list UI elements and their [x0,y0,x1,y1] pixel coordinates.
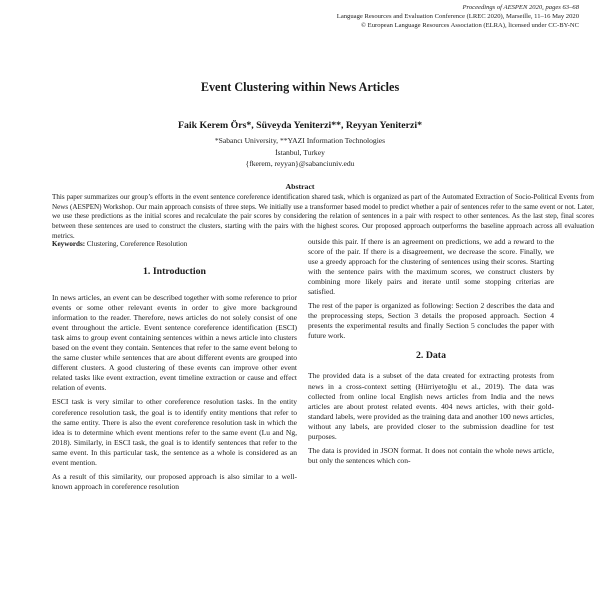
affiliation-block [0,135,600,170]
right-column [308,237,554,470]
intro-paragraph-5: The rest of the paper is organized as following: Section 2 describes the data and the preprocessing steps, Section 3 details the proposed approach. Section 4 presents the experimental results and finally Section 5 concludes the paper with future work. [308,301,554,341]
section-heading-data: 2. Data [416,350,446,362]
section-heading-introduction: 1. Introduction [143,266,206,277]
author-list: Faik Kerem Örs*, Süveyda Yeniterzi**, Reyyan Yeniterzi* [178,120,422,131]
conference-line: Language Resources and Evaluation Conference (LREC 2020), Marseille, 11–16 May 2020 [336,13,579,20]
data-paragraph-2: The data is provided in JSON format. It does not contain the whole news article, but only the sentences which con- [308,445,554,465]
intro-paragraph-4: outside this pair. If there is an agreement on predictions, we add a reward to the score of the pair. If there is a disagreement, we decrease the score. Finally, we use a greedy approach for the clustering of sentences using their scores. Starting with the sentence pairs with the maximum scores, we construct clusters by combining more likely pairs and iterate until some stopping criterias are satisfied. [308,237,554,297]
proceedings-line: Proceedings of AESPEN 2020, pages 63–68 [462,4,579,11]
proceedings-header [337,3,579,30]
affiliation-institutions: *Sabancı University, **YAZI Information Technologies [214,136,386,145]
intro-paragraph-1: In news articles, an event can be described together with some reference to prior events or some other relevant events in order to give more background information to the reader. Therefore, news articles do not solely consist of one event throughout the article. Event sentence coreference identification (ESCI) task aims to group event containing sentences within a news article into clusters based on the event they contain. Sentences that refer to the same event belong to the same cluster while sentences that are about different events are grouped into different clusters. A good clustering of these events can improve other event related tasks like event extraction, event timeline extraction or cause and effect relation of events. [52,293,297,393]
keywords-value: Clustering, Coreference Resolution [86,240,188,248]
affiliation-location: İstanbul, Turkey [275,147,325,157]
paper-title: Event Clustering within News Articles [200,80,400,94]
abstract-text: This paper summarizes our group’s efforts in the event sentence coreference identification shared task, which is organized as part of the Automated Extraction of Socio-Political Events from News (AESPEN) Workshop. Our main approach consists of three steps. We initially use a transformer based model to predict whether a pair of sentences refer to the same event or not. Later, we use these predictions as the initial scores and recalculate the pair scores by considering the relation of sentences in a pair with respect to other sentences. As the last step, final scores between these sentences are used to construct the clusters, starting with the pairs with the highest scores. Our proposed approach outperforms the baseline approach across all evaluation metrics. [52,193,594,240]
data-paragraph-1: The provided data is a subset of the data created for extracting protests from news in a cross-context setting (Hürriyetoğlu et al., 2019). The data was collected from online local English news articles from India and the news articles are about protest related events. 404 news articles, with their gold-standard labels, were provided as the training data and another 100 news articles, without any labels, are provided closer to the submission deadline for test purposes. [308,371,554,441]
abstract-heading: Abstract [285,182,315,191]
keywords-label: Keywords: [52,240,86,248]
affiliation-email: {fkerem, reyyan}@sabanciuniv.edu [245,159,355,168]
intro-paragraph-2: ESCI task is very similar to other coreference resolution tasks. In the entity coreference resolution task, the goal is to identify entity mentions that refer to the same entity. There is also the event coreference resolution task in which the idea is to determine which event mentions refer to the same event (Lu and Ng, 2018). Similarly, in ESCI task, the goal is to identify sentences that refer to the same event. In this particular task, the sentence as a whole is considered as an event mention. [52,397,297,467]
intro-paragraph-3: As a result of this similarity, our proposed approach is also similar to a well-known approach in coreference resolution [52,471,297,491]
left-column [52,293,297,496]
license-line: © European Language Resources Association (ELRA), licensed under CC-BY-NC [361,22,579,29]
